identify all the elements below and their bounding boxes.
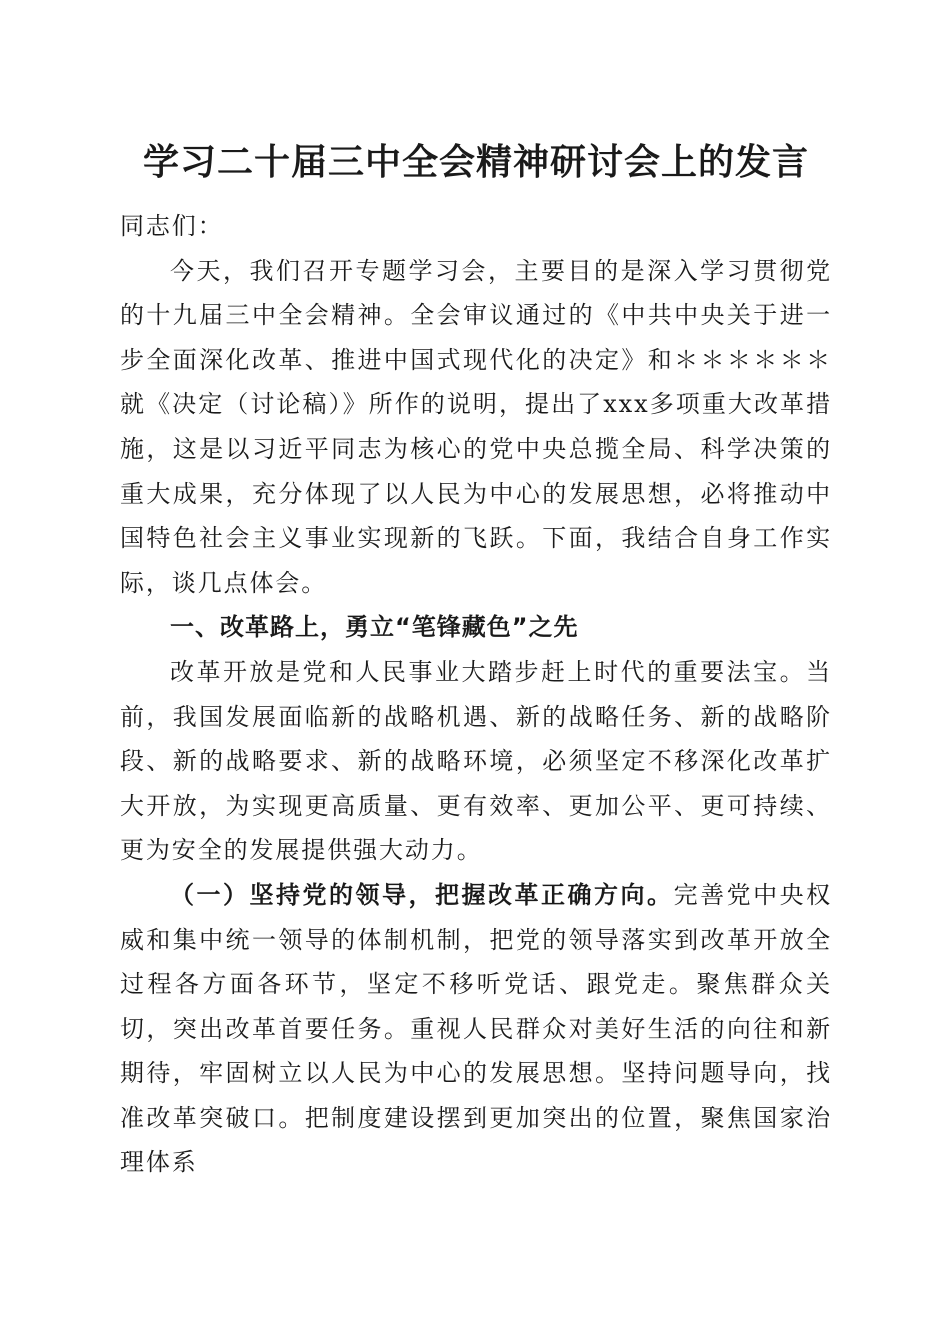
section-heading-1: 一、改革路上，勇立“笔锋藏色”之先 xyxy=(170,613,579,642)
paragraph-intro: 今天，我们召开专题学习会，主要目的是深入学习贯彻党的十九届三中全会精神。全会审议通过的《中共中央关于进一步全面深化改革、推进中国式现代化的决定》和＊＊＊＊＊＊就《决定（讨论稿）》所作的说明，提出了xxx多项重大改革措施，这是以习近平同志为核心的党中央总揽全局、科学决策的重大成果，充分体现了以人民为中心的发展思想，必将推动中国特色社会主义事业实现新的飞跃。下面，我结合自身工作实际，谈几点体会。 xyxy=(120,256,832,597)
paragraph-party-leadership-body: 完善党中央权威和集中统一领导的体制机制，把党的领导落实到改革开放全过程各方面各环节，坚定不移听党话、跟党走。聚焦群众关切，突出改革首要任务。重视人民群众对美好生活的向往和新期待，牢固树立以人民为中心的发展思想。坚持问题导向，找准改革突破口。把制度建设摆到更加突出的位置，聚焦国家治理体系 xyxy=(120,880,832,1177)
document-body xyxy=(120,204,832,1185)
paragraph-reform: 改革开放是党和人民事业大踏步赶上时代的重要法宝。当前，我国发展面临新的战略机遇、新的战略任务、新的战略阶段、新的战略要求、新的战略环境，必须坚定不移深化改革扩大开放，为实现更高质量、更有效率、更加公平、更可持续、更为安全的发展提供强大动力。 xyxy=(120,657,832,865)
salutation: 同志们： xyxy=(120,212,224,240)
document-title: 学习二十届三中全会精神研讨会上的发言 xyxy=(142,141,809,183)
subheading-1: （一）坚持党的领导，把握改革正确方向。 xyxy=(170,879,674,909)
paragraph-party-leadership xyxy=(120,873,832,1185)
document-page xyxy=(120,0,832,1344)
